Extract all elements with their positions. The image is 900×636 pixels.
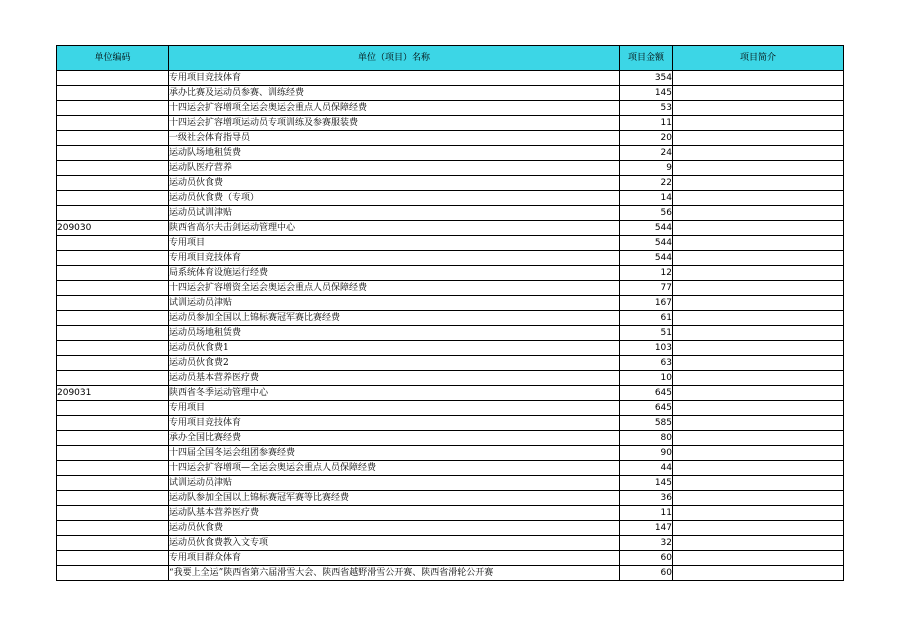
table-row: [57, 116, 844, 131]
unit-name-cell: 陕西省冬季运动管理中心: [169, 386, 620, 401]
unit-code-cell: [57, 491, 169, 506]
table-row: [57, 101, 844, 116]
amount-cell: 354: [620, 71, 673, 86]
unit-name-cell: 运动队基本营养医疗费: [169, 506, 620, 521]
unit-name-cell: 运动员伙食费1: [169, 341, 620, 356]
table-row: [57, 161, 844, 176]
description-cell: [673, 341, 844, 356]
unit-code-cell: [57, 131, 169, 146]
unit-name-cell: 承办比赛及运动员参赛、训练经费: [169, 86, 620, 101]
amount-cell: 585: [620, 416, 673, 431]
unit-name-cell: 陕西省高尔夫击剑运动管理中心: [169, 221, 620, 236]
unit-code-cell: [57, 416, 169, 431]
table-row: [57, 476, 844, 491]
description-cell: [673, 551, 844, 566]
unit-name-cell: 运动员伙食费2: [169, 356, 620, 371]
unit-code-cell: [57, 446, 169, 461]
unit-code-cell: [57, 281, 169, 296]
amount-cell: 11: [620, 116, 673, 131]
description-cell: [673, 101, 844, 116]
table-row: [57, 311, 844, 326]
amount-cell: 544: [620, 221, 673, 236]
amount-cell: 167: [620, 296, 673, 311]
amount-cell: 544: [620, 251, 673, 266]
description-cell: [673, 401, 844, 416]
unit-code-cell: [57, 176, 169, 191]
unit-name-cell: 运动员伙食费（专项）: [169, 191, 620, 206]
header-unit-name: 单位（项目）名称: [169, 46, 620, 71]
amount-cell: 10: [620, 371, 673, 386]
description-cell: [673, 356, 844, 371]
description-cell: [673, 161, 844, 176]
table-row: [57, 521, 844, 536]
unit-name-cell: 专用项目: [169, 236, 620, 251]
description-cell: [673, 296, 844, 311]
amount-cell: 56: [620, 206, 673, 221]
amount-cell: 60: [620, 551, 673, 566]
table-row: [57, 431, 844, 446]
description-cell: [673, 191, 844, 206]
amount-cell: 77: [620, 281, 673, 296]
description-cell: [673, 416, 844, 431]
table-row: [57, 371, 844, 386]
unit-code-cell: [57, 251, 169, 266]
unit-code-cell: [57, 431, 169, 446]
table-row: [57, 356, 844, 371]
table-row: [57, 146, 844, 161]
unit-name-cell: 十四运会扩容增项—全运会奥运会重点人员保障经费: [169, 461, 620, 476]
amount-cell: 12: [620, 266, 673, 281]
table-row: [57, 191, 844, 206]
description-cell: [673, 146, 844, 161]
unit-name-cell: 专用项目: [169, 401, 620, 416]
amount-cell: 36: [620, 491, 673, 506]
description-cell: [673, 311, 844, 326]
unit-code-cell: [57, 356, 169, 371]
unit-name-cell: 十四运会扩容增项全运会奥运会重点人员保障经费: [169, 101, 620, 116]
unit-code-cell: [57, 236, 169, 251]
unit-name-cell: 局系统体育设施运行经费: [169, 266, 620, 281]
table-row: [57, 386, 844, 401]
unit-name-cell: 十四运会扩容增资全运会奥运会重点人员保障经费: [169, 281, 620, 296]
amount-cell: 32: [620, 536, 673, 551]
unit-name-cell: 运动队参加全国以上锦标赛冠军赛等比赛经费: [169, 491, 620, 506]
table-row: [57, 506, 844, 521]
amount-cell: 51: [620, 326, 673, 341]
table-row: [57, 281, 844, 296]
description-cell: [673, 221, 844, 236]
amount-cell: 44: [620, 461, 673, 476]
unit-code-cell: [57, 206, 169, 221]
unit-name-cell: 运动队医疗营养: [169, 161, 620, 176]
description-cell: [673, 386, 844, 401]
description-cell: [673, 461, 844, 476]
unit-name-cell: 十四届全国冬运会组团参赛经费: [169, 446, 620, 461]
description-cell: [673, 266, 844, 281]
description-cell: [673, 446, 844, 461]
amount-cell: 11: [620, 506, 673, 521]
unit-code-cell: 209031: [57, 386, 169, 401]
unit-code-cell: [57, 101, 169, 116]
table-row: [57, 236, 844, 251]
unit-name-cell: 运动员基本营养医疗费: [169, 371, 620, 386]
unit-name-cell: “我要上全运”陕西省第六届滑雪大会、陕西省越野滑雪公开赛、陕西省滑轮公开赛: [169, 566, 620, 581]
unit-name-cell: 专用项目群众体育: [169, 551, 620, 566]
table-row: [57, 491, 844, 506]
unit-code-cell: 209030: [57, 221, 169, 236]
table-row: [57, 131, 844, 146]
amount-cell: 544: [620, 236, 673, 251]
description-cell: [673, 506, 844, 521]
amount-cell: 103: [620, 341, 673, 356]
unit-code-cell: [57, 326, 169, 341]
unit-name-cell: 运动员伙食费教入文专项: [169, 536, 620, 551]
description-cell: [673, 476, 844, 491]
amount-cell: 22: [620, 176, 673, 191]
table-row: [57, 566, 844, 581]
unit-name-cell: 运动员伙食费: [169, 521, 620, 536]
unit-name-cell: 运动员场地租赁费: [169, 326, 620, 341]
unit-code-cell: [57, 371, 169, 386]
table-row: [57, 536, 844, 551]
amount-cell: 90: [620, 446, 673, 461]
unit-code-cell: [57, 461, 169, 476]
unit-name-cell: 运动队场地租赁费: [169, 146, 620, 161]
description-cell: [673, 251, 844, 266]
amount-cell: 645: [620, 401, 673, 416]
unit-name-cell: 运动员试训津贴: [169, 206, 620, 221]
unit-code-cell: [57, 161, 169, 176]
table-row: [57, 86, 844, 101]
description-cell: [673, 86, 844, 101]
amount-cell: 53: [620, 101, 673, 116]
amount-cell: 145: [620, 86, 673, 101]
unit-code-cell: [57, 536, 169, 551]
table-row: [57, 416, 844, 431]
amount-cell: 60: [620, 566, 673, 581]
unit-name-cell: 试训运动员津贴: [169, 476, 620, 491]
unit-code-cell: [57, 71, 169, 86]
amount-cell: 147: [620, 521, 673, 536]
table-row: [57, 221, 844, 236]
unit-name-cell: 专用项目竞技体育: [169, 71, 620, 86]
amount-cell: 645: [620, 386, 673, 401]
table-row: [57, 206, 844, 221]
description-cell: [673, 431, 844, 446]
amount-cell: 9: [620, 161, 673, 176]
table-row: [57, 446, 844, 461]
unit-code-cell: [57, 311, 169, 326]
table-row: [57, 461, 844, 476]
description-cell: [673, 131, 844, 146]
header-description: 项目简介: [673, 46, 844, 71]
unit-code-cell: [57, 191, 169, 206]
description-cell: [673, 71, 844, 86]
unit-code-cell: [57, 521, 169, 536]
amount-cell: 145: [620, 476, 673, 491]
amount-cell: 24: [620, 146, 673, 161]
unit-name-cell: 承办全国比赛经费: [169, 431, 620, 446]
description-cell: [673, 116, 844, 131]
description-cell: [673, 491, 844, 506]
unit-code-cell: [57, 296, 169, 311]
table-row: [57, 71, 844, 86]
unit-name-cell: 试训运动员津贴: [169, 296, 620, 311]
unit-code-cell: [57, 146, 169, 161]
description-cell: [673, 371, 844, 386]
unit-code-cell: [57, 551, 169, 566]
amount-cell: 80: [620, 431, 673, 446]
unit-name-cell: 专用项目竞技体育: [169, 416, 620, 431]
unit-name-cell: 运动员参加全国以上锦标赛冠军赛比赛经费: [169, 311, 620, 326]
header-amount: 项目金额: [620, 46, 673, 71]
description-cell: [673, 206, 844, 221]
header-unit-code: 单位编码: [57, 46, 169, 71]
unit-name-cell: 运动员伙食费: [169, 176, 620, 191]
amount-cell: 63: [620, 356, 673, 371]
unit-code-cell: [57, 266, 169, 281]
description-cell: [673, 536, 844, 551]
unit-code-cell: [57, 566, 169, 581]
table-row: [57, 266, 844, 281]
unit-name-cell: 一级社会体育指导员: [169, 131, 620, 146]
unit-code-cell: [57, 341, 169, 356]
table-row: [57, 176, 844, 191]
description-cell: [673, 281, 844, 296]
unit-code-cell: [57, 476, 169, 491]
description-cell: [673, 326, 844, 341]
header-row: [57, 46, 844, 71]
amount-cell: 61: [620, 311, 673, 326]
unit-code-cell: [57, 116, 169, 131]
unit-code-cell: [57, 401, 169, 416]
budget-table: [56, 45, 844, 581]
unit-name-cell: 十四运会扩容增项运动员专项训练及参赛服装费: [169, 116, 620, 131]
description-cell: [673, 176, 844, 191]
table-row: [57, 551, 844, 566]
table-row: [57, 341, 844, 356]
table-row: [57, 326, 844, 341]
table-row: [57, 251, 844, 266]
unit-code-cell: [57, 506, 169, 521]
description-cell: [673, 521, 844, 536]
amount-cell: 14: [620, 191, 673, 206]
description-cell: [673, 236, 844, 251]
amount-cell: 20: [620, 131, 673, 146]
unit-name-cell: 专用项目竞技体育: [169, 251, 620, 266]
table-row: [57, 401, 844, 416]
unit-code-cell: [57, 86, 169, 101]
table-row: [57, 296, 844, 311]
description-cell: [673, 566, 844, 581]
